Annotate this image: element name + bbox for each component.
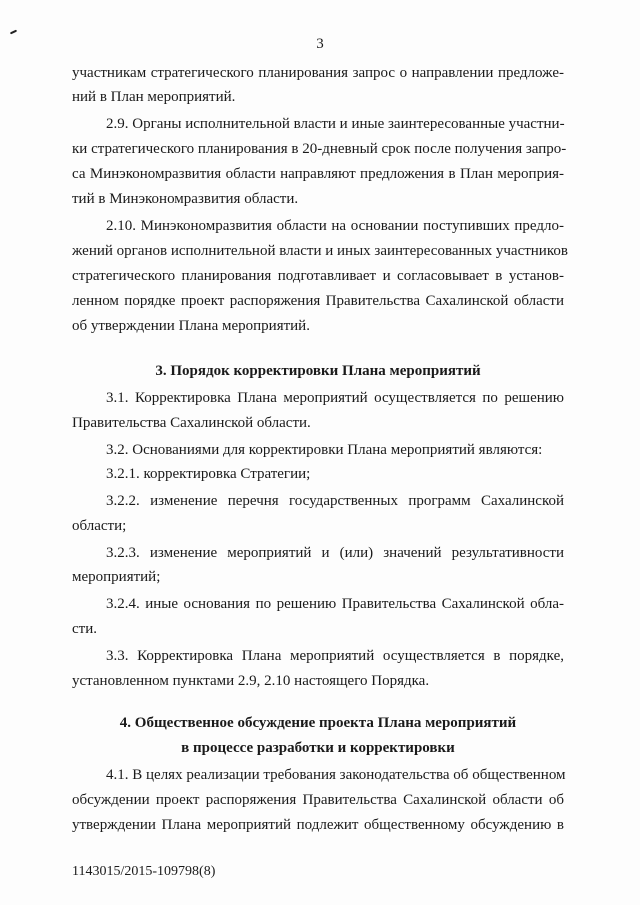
paragraph-4-1-first-line: 4.1. В целях реализации требования законодательства об общественном: [106, 767, 566, 783]
page-number: 3: [316, 36, 324, 52]
text-line: жений органов исполнительной власти и иных заинтересованных участников: [72, 243, 568, 259]
section-3-heading: 3. Порядок корректировки Плана мероприятий: [155, 363, 481, 379]
text-line: участникам стратегического планирования запрос о направлении предложе-: [72, 65, 564, 81]
text-line: об утверждении Плана мероприятий.: [72, 318, 310, 334]
paragraph-3-3-first-line: 3.3. Корректировка Плана мероприятий осуществляется в порядке,: [106, 648, 564, 664]
text-line: обсуждении проект распоряжения Правительства Сахалинской области об: [72, 792, 564, 808]
paragraph-2-10-first-line: 2.10. Минэкономразвития области на основании поступивших предло-: [106, 218, 564, 234]
text-line: са Минэкономразвития области направляют предложения в План мероприя-: [72, 166, 564, 182]
paragraph-3-2-4-first-line: 3.2.4. иные основания по решению Правительства Сахалинской обла-: [106, 596, 564, 612]
section-4-heading: 4. Общественное обсуждение проекта Плана мероприятий: [119, 715, 517, 731]
text-line: установленном пунктами 2.9, 2.10 настоящего Порядка.: [72, 673, 430, 689]
scan-speck: [10, 30, 17, 35]
paragraph-3-2: 3.2. Основаниями для корректировки Плана мероприятий являются:: [106, 442, 543, 458]
text-line: ний в План мероприятий.: [72, 89, 236, 105]
text-line: стратегического планирования подготавливает и согласовывает в установ-: [72, 268, 564, 284]
paragraph-3-2-1: 3.2.1. корректировка Стратегии;: [106, 466, 311, 482]
section-4-heading-line-2: в процессе разработки и корректировки: [181, 740, 455, 756]
text-line: Правительства Сахалинской области.: [72, 415, 311, 431]
text-line: мероприятий;: [72, 569, 161, 585]
document-code: 1143015/2015-109798(8): [72, 864, 216, 879]
text-line: тий в Минэкономразвития области.: [72, 191, 299, 207]
text-line: ленном порядке проект распоряжения Правительства Сахалинской области: [72, 293, 564, 309]
text-line: сти.: [72, 621, 97, 637]
paragraph-2-9-first-line: 2.9. Органы исполнительной власти и иные заинтересованные участни-: [106, 116, 565, 132]
text-line: ки стратегического планирования в 20-дневный срок после получения запро-: [72, 141, 567, 157]
paragraph-3-2-2-first-line: 3.2.2. изменение перечня государственных программ Сахалинской: [106, 493, 564, 509]
paragraph-3-1-first-line: 3.1. Корректировка Плана мероприятий осуществляется по решению: [106, 390, 564, 406]
text-line: области;: [72, 518, 127, 534]
paragraph-3-2-3-first-line: 3.2.3. изменение мероприятий и (или) значений результативности: [106, 545, 564, 561]
text-line: утверждении Плана мероприятий подлежит общественному обсуждению в: [72, 817, 564, 833]
